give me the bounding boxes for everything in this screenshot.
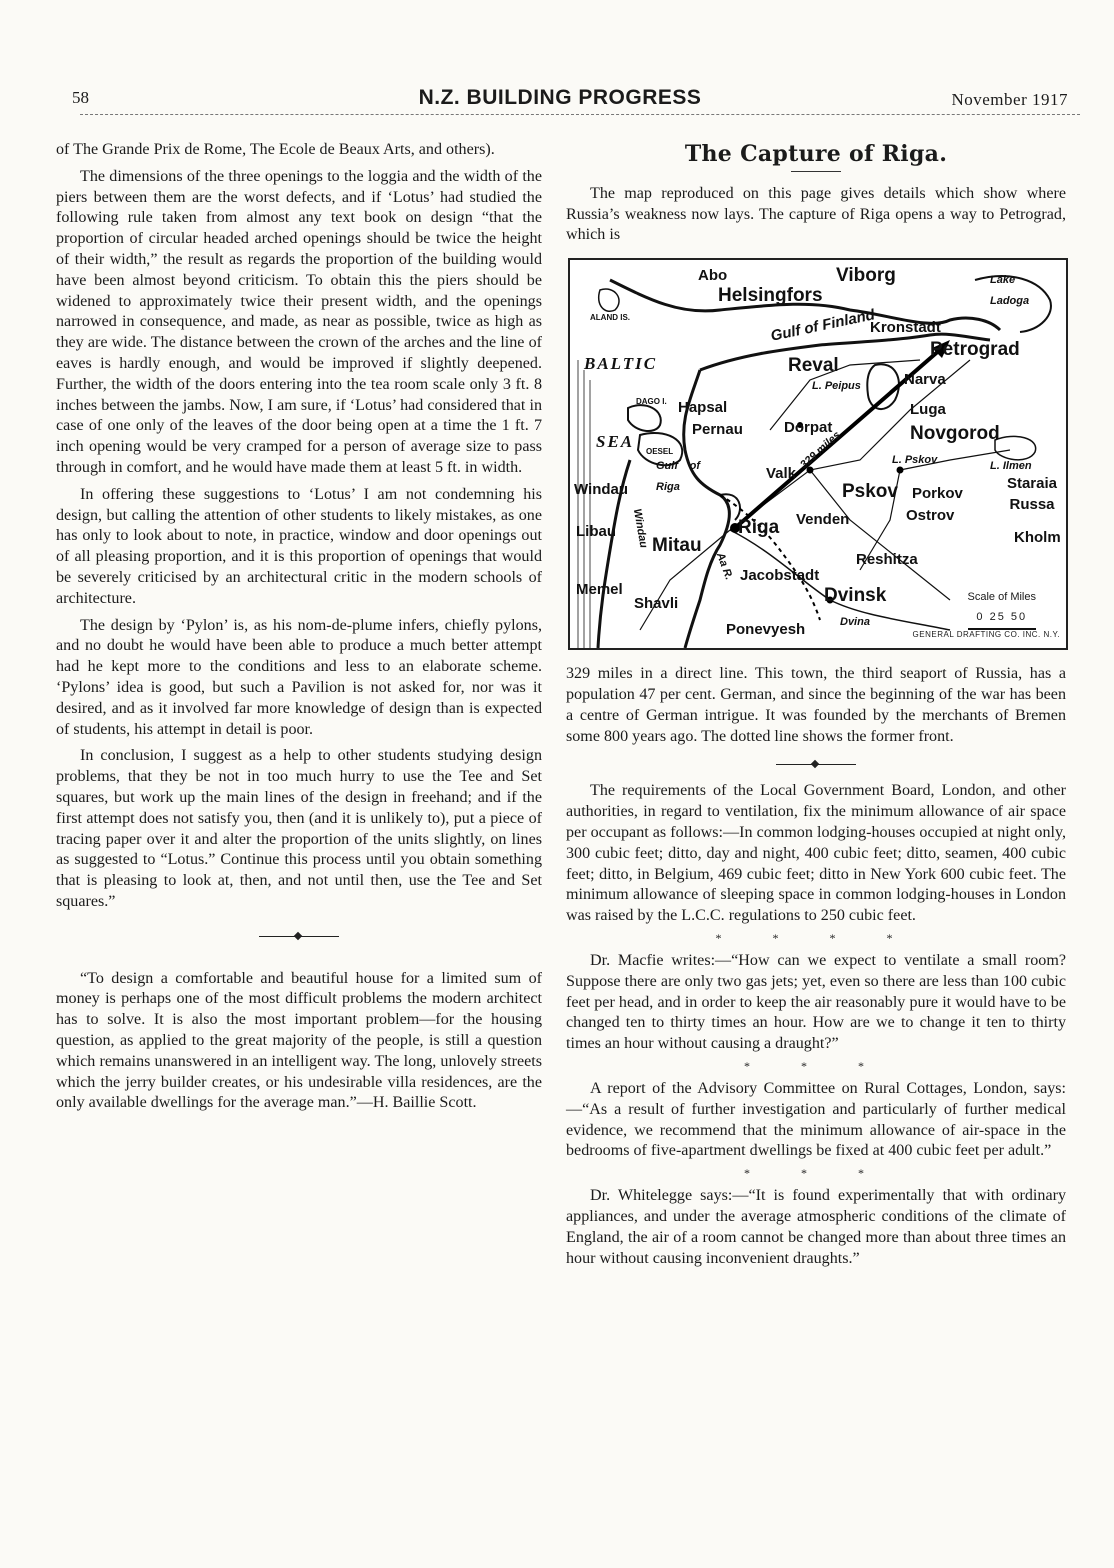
label-valk: Valk [766, 465, 797, 483]
label-windau: Windau [574, 481, 629, 499]
article-title: The Capture of Riga. [684, 141, 948, 167]
header-rule [80, 114, 1080, 115]
label-riga: Riga [738, 517, 780, 539]
running-title: N.Z. BUILDING PROGRESS [418, 86, 702, 109]
label-dago: DAGO I. [636, 397, 667, 407]
label-oesel: OESEL [646, 447, 674, 457]
section-divider [259, 931, 339, 943]
label-abo: Abo [698, 267, 728, 285]
page-header [40, 84, 1080, 124]
label-narva: Narva [904, 371, 946, 389]
label-venden: Venden [796, 511, 850, 529]
label-pernau: Pernau [692, 421, 743, 439]
label-ponevyesh: Ponevyesh [726, 621, 806, 639]
advisory-paragraph: A report of the Advisory Committee on Rural Cottages, London, says:—“As a result of further investigation and particularly of further medical evidence, we recommend that the minimum allowance of air-space in the bedrooms of five-apartment dwellings be fixed at 400 cubic feet per adult.” [566, 1079, 1066, 1160]
label-windau-river: Windau [630, 507, 650, 550]
label-aland: ALAND IS. [590, 313, 630, 323]
label-hapsal: Hapsal [678, 399, 728, 417]
label-ilmen: L. Ilmen [990, 460, 1032, 473]
paragraph: In offering these suggestions to ‘Lotus’ I am not condemning his design, but calling the attention of other students to likely mistakes, as one has only to look about to note, in practice, window and door openings out of all pleasing proportion, and it is this proportion of openings that would be severely criticised by an architectural critic in the modern schools of architecture. [56, 485, 542, 607]
label-pskov: Pskov [842, 481, 898, 503]
label-dvinsk: Dvinsk [824, 585, 887, 607]
title-rule [791, 171, 841, 172]
label-helsingfors: Helsingfors [718, 285, 823, 307]
label-staraia-russa: Staraia Russa [1006, 475, 1058, 513]
paragraph: The design by ‘Pylon’ is, as his nom-de-plume infers, chiefly pylons, and no doubt he would have been able to produce a much better attempt had he kept more to the conditions and less to an elaborate scheme. ‘Pylons’ idea is good, but such a Pavilion is not asked for, nor was it desired, and as it involved far more knowledge of design than is expected of students, his attempt in detail is poor. [56, 616, 542, 738]
label-viborg: Viborg [836, 265, 896, 287]
label-kholm: Kholm [1014, 529, 1061, 547]
label-peipus: L. Peipus [812, 380, 861, 393]
label-pskov-lake: L. Pskov [892, 454, 938, 467]
label-gulf-finland: Gulf of Finland [769, 306, 877, 346]
map-scale [968, 587, 1036, 631]
label-porkov: Porkov [912, 485, 963, 503]
label-reshitza: Reshitza [856, 551, 918, 569]
label-baltic: BALTIC [584, 354, 658, 374]
label-reval: Reval [788, 355, 839, 377]
stars-separator: * * * [744, 1166, 888, 1181]
page-number: 58 [72, 88, 89, 107]
label-jacobstadt: Jacobstadt [740, 567, 820, 585]
label-329-miles: 329 miles [798, 429, 843, 472]
label-dorpat: Dorpat [784, 419, 833, 437]
intro-paragraph: The map reproduced on this page gives details which show where Russia’s weakness now lays. The capture of Riga opens a way to Petrograd, which is [566, 184, 1066, 244]
label-mitau: Mitau [652, 535, 702, 557]
scale-title: Scale of Miles [967, 590, 1036, 603]
stars-separator: * * * * [715, 930, 917, 945]
issue-date: November 1917 [951, 90, 1068, 109]
stars-separator: * * * [744, 1058, 888, 1073]
label-ostrov: Ostrov [906, 507, 955, 525]
after-map-paragraph: 329 miles in a direct line. This town, the third seaport of Russia, has a population 47 per cent. German, and since the beginning of the war has been a centre of German intrigue. It was founded by the merchants of Bremen some 800 years ago. The dotted line shows the former front. [566, 665, 1066, 745]
scale-values: 0 25 50 [968, 607, 1036, 630]
map-credit: GENERAL DRAFTING CO. INC. N.Y. [912, 630, 1060, 640]
label-aa-river: Aa R. [713, 551, 735, 582]
paragraph: In conclusion, I suggest as a help to other students studying design problems, that they be not in too much hurry to use the Tee and Set squares, but work up the main lines of the design in freehand; and if the first attempt does not satisfy you, then (and it is unlikely to), put a piece of tracing paper over it and alter the proportion of the units slightly, on lines as suggested to “Lotus.” Continue this process until you obtain something that is pleasing to look at, then, and not until then, use the Tee and Set squares.” [56, 747, 542, 910]
label-petrograd: Petrograd [930, 339, 1020, 361]
section-divider [776, 759, 856, 771]
label-novgorod: Novgorod [910, 423, 1000, 445]
paragraph: The dimensions of the three openings to the loggia and the width of the piers between them are the worst defects, and if ‘Lotus’ had studied the following rule taken from almost any text book on design “that the proportion of circular headed arched openings should be twice the height of their width,” the result as regards the proportion of the building would have been almost beyond criticism. To obtain this the piers should be widened to approximately twice their present width, and the openings narrowed in consequence, and made, as near as possible, twice as high as they are wide. The distance between the crown of the arches and the line of eaves is hardly enough, and would be improved if slightly deepened. Further, the width of the doors entering into the tea room scale only 3 ft. 8 inches between the jambs. Now, I am sure, if ‘Lotus’ had considered that in case of one only of the leaves of the door being open at a time the 1 ft. 7 inch opening would be very cramped for a person of average size to pass through in comfort, and he would have made them at least 5 ft. in width. [56, 167, 542, 476]
whitelegge-paragraph: Dr. Whitelegge says:—“It is found experimentally that with ordinary appliances, and under the average atmospheric conditions of the climate of England, the air of a room cannot be changed more than about three times an hour without causing inconvenient draughts.” [566, 1187, 1066, 1267]
right-column [566, 140, 1066, 1275]
label-memel: Memel [576, 581, 623, 599]
baillie-scott-quote: “To design a comfortable and beautiful house for a limited sum of money is perhaps one of the most difficult problems the modern architect has to solve. It is also the most important problem—for the housing question, as applied to the great majority of the people, is still a question which remains unanswered in an intelligent way. The long, unlovely streets which the jerry builder creates, or his undesirable villa residences, are the only available dwellings for the average man.”—H. Baillie Scott. [56, 969, 542, 1112]
left-column [56, 140, 542, 1120]
label-gulf-riga: Gulf of Riga [656, 460, 700, 493]
label-dvina: Dvina [840, 616, 870, 629]
ventilation-paragraph: The requirements of the Local Government Board, London, and other authorities, in regard to ventilation, fix the minimum allowance of air space per occupant as follows:—In common lodging-houses occupied at night only, 300 cubic feet; ditto, day and night, 400 cubic feet; ditto, seamen, 400 cubic feet; ditto, in Belgium, 469 cubic feet; ditto in New York 600 cubic feet. The minimum allowance of sleeping space in common lodging-houses in London was raised by the L.C.C. regulations to 250 cubic feet. [566, 782, 1066, 925]
paragraph: of The Grande Prix de Rome, The Ecole de Beaux Arts, and others). [56, 141, 495, 158]
label-kronstadt: Kronstadt [870, 319, 941, 337]
label-lake-ladoga: Lake Ladoga [990, 274, 1030, 307]
riga-map [568, 258, 1068, 650]
label-libau: Libau [576, 523, 616, 541]
label-shavli: Shavli [634, 595, 679, 613]
label-sea: SEA [596, 432, 635, 452]
label-luga: Luga [910, 401, 946, 419]
macfie-paragraph: Dr. Macfie writes:—“How can we expect to ventilate a small room? Suppose there are only two gas jets; yet, even so there are less than 100 cubic feet per head, and in order to keep the air reasonably pure it would have to be changed ten to thirty times an hour. How are we to change it ten to thirty times an hour without causing a draught?” [566, 951, 1066, 1053]
